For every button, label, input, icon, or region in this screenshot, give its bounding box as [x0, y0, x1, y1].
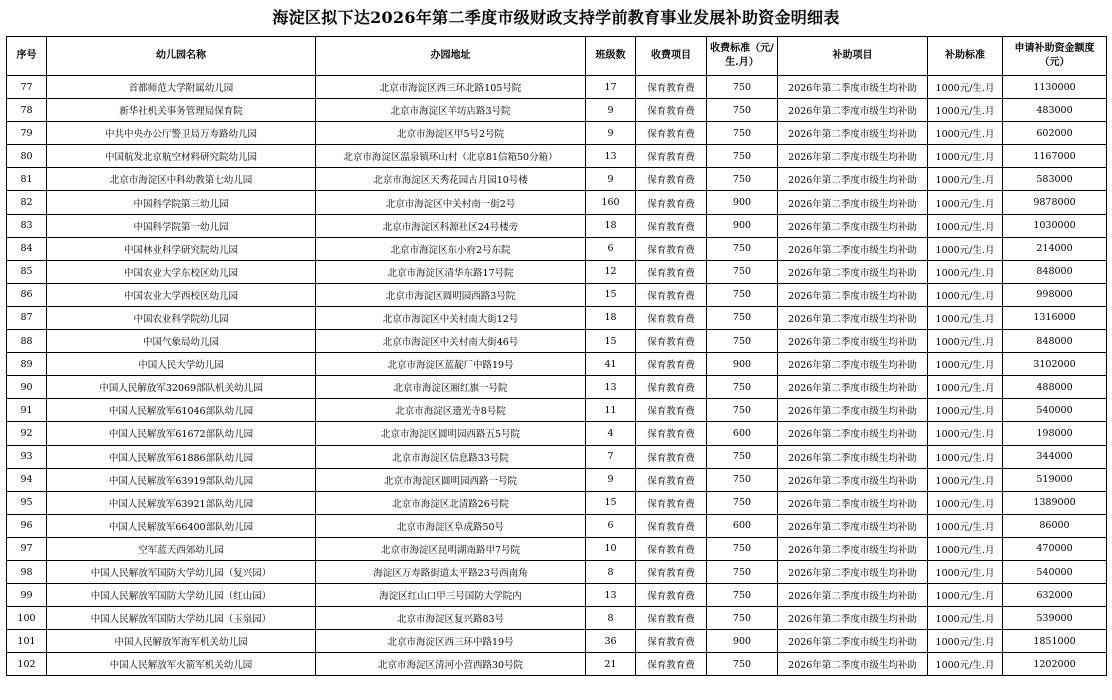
cell-fee-item: 保育教育费 [636, 237, 707, 260]
table-row [7, 630, 1107, 653]
cell-fee-item: 保育教育费 [636, 584, 707, 607]
cell-kindergarten-name: 中国农业科学院幼儿园 [47, 306, 316, 329]
cell-class-count: 36 [586, 630, 636, 653]
cell-class-count: 13 [586, 584, 636, 607]
cell-subsidy-amount: 1851000 [1003, 630, 1107, 653]
cell-subsidy-amount: 1316000 [1003, 306, 1107, 329]
cell-address: 北京市海淀区清华东路17号院 [316, 260, 586, 283]
cell-fee-standard: 750 [707, 330, 778, 353]
table-row [7, 353, 1107, 376]
cell-fee-standard: 750 [707, 283, 778, 306]
cell-fee-standard: 750 [707, 122, 778, 145]
cell-class-count: 9 [586, 168, 636, 191]
cell-kindergarten-name: 中国人民解放军国防大学幼儿园（玉泉园） [47, 607, 316, 630]
cell-seq: 98 [7, 560, 47, 583]
cell-subsidy-standard: 1000元/生.月 [928, 537, 1003, 560]
cell-fee-standard: 750 [707, 468, 778, 491]
table-row [7, 399, 1107, 422]
cell-fee-item: 保育教育费 [636, 514, 707, 537]
cell-subsidy-amount: 488000 [1003, 376, 1107, 399]
cell-seq: 100 [7, 607, 47, 630]
cell-fee-standard: 900 [707, 353, 778, 376]
cell-subsidy-standard: 1000元/生.月 [928, 260, 1003, 283]
cell-class-count: 160 [586, 191, 636, 214]
cell-fee-item: 保育教育费 [636, 76, 707, 99]
cell-subsidy-amount: 998000 [1003, 283, 1107, 306]
cell-subsidy-standard: 1000元/生.月 [928, 607, 1003, 630]
cell-fee-item: 保育教育费 [636, 607, 707, 630]
cell-seq: 91 [7, 399, 47, 422]
cell-kindergarten-name: 中国人民解放军61046部队幼儿园 [47, 399, 316, 422]
cell-fee-standard: 600 [707, 422, 778, 445]
cell-subsidy-standard: 1000元/生.月 [928, 584, 1003, 607]
cell-subsidy-item: 2026年第二季度市级生均补助 [778, 653, 928, 676]
header-fee-item: 收费项目 [636, 37, 707, 76]
cell-subsidy-standard: 1000元/生.月 [928, 330, 1003, 353]
table-row [7, 99, 1107, 122]
cell-fee-item: 保育教育费 [636, 491, 707, 514]
cell-kindergarten-name: 中国气象局幼儿园 [47, 330, 316, 353]
table-row [7, 422, 1107, 445]
cell-fee-item: 保育教育费 [636, 260, 707, 283]
cell-subsidy-item: 2026年第二季度市级生均补助 [778, 376, 928, 399]
cell-kindergarten-name: 新华社机关事务管理局保育院 [47, 99, 316, 122]
cell-subsidy-standard: 1000元/生.月 [928, 122, 1003, 145]
cell-fee-item: 保育教育费 [636, 653, 707, 676]
cell-fee-item: 保育教育费 [636, 353, 707, 376]
cell-seq: 96 [7, 514, 47, 537]
cell-fee-item: 保育教育费 [636, 283, 707, 306]
cell-fee-item: 保育教育费 [636, 122, 707, 145]
cell-subsidy-item: 2026年第二季度市级生均补助 [778, 306, 928, 329]
cell-subsidy-amount: 632000 [1003, 584, 1107, 607]
cell-kindergarten-name: 中国科学院第一幼儿园 [47, 214, 316, 237]
cell-subsidy-standard: 1000元/生.月 [928, 214, 1003, 237]
cell-fee-item: 保育教育费 [636, 468, 707, 491]
cell-fee-item: 保育教育费 [636, 191, 707, 214]
cell-class-count: 7 [586, 445, 636, 468]
cell-fee-item: 保育教育费 [636, 537, 707, 560]
cell-fee-standard: 900 [707, 630, 778, 653]
table-row [7, 237, 1107, 260]
cell-class-count: 13 [586, 376, 636, 399]
cell-address: 北京市海淀区羊坊店路3号院 [316, 99, 586, 122]
cell-fee-standard: 750 [707, 168, 778, 191]
cell-subsidy-amount: 848000 [1003, 330, 1107, 353]
cell-seq: 93 [7, 445, 47, 468]
cell-kindergarten-name: 中国人民解放军66400部队幼儿园 [47, 514, 316, 537]
table-row [7, 76, 1107, 99]
table-row [7, 214, 1107, 237]
cell-kindergarten-name: 中国人民解放军国防大学幼儿园（红山园） [47, 584, 316, 607]
cell-class-count: 21 [586, 653, 636, 676]
cell-fee-standard: 750 [707, 376, 778, 399]
cell-fee-standard: 750 [707, 99, 778, 122]
table-row [7, 283, 1107, 306]
cell-address: 北京市海淀区信息路33号院 [316, 445, 586, 468]
cell-kindergarten-name: 中国航发北京航空材料研究院幼儿园 [47, 145, 316, 168]
cell-fee-item: 保育教育费 [636, 376, 707, 399]
table-row [7, 145, 1107, 168]
cell-kindergarten-name: 中国人民解放军火箭军机关幼儿园 [47, 653, 316, 676]
cell-subsidy-amount: 848000 [1003, 260, 1107, 283]
cell-class-count: 8 [586, 607, 636, 630]
cell-subsidy-standard: 1000元/生.月 [928, 491, 1003, 514]
cell-subsidy-standard: 1000元/生.月 [928, 560, 1003, 583]
cell-subsidy-item: 2026年第二季度市级生均补助 [778, 76, 928, 99]
cell-fee-standard: 750 [707, 76, 778, 99]
cell-class-count: 8 [586, 560, 636, 583]
cell-fee-item: 保育教育费 [636, 145, 707, 168]
cell-fee-standard: 750 [707, 260, 778, 283]
cell-address: 北京市海淀区遗光寺8号院 [316, 399, 586, 422]
cell-kindergarten-name: 中国人民解放军海军机关幼儿园 [47, 630, 316, 653]
cell-address: 北京市海淀区圆明园西路3号院 [316, 283, 586, 306]
cell-address: 北京市海淀区甲5号2号院 [316, 122, 586, 145]
cell-address: 北京市海淀区西三环北路105号院 [316, 76, 586, 99]
header-subsidy-item: 补助项目 [778, 37, 928, 76]
cell-subsidy-item: 2026年第二季度市级生均补助 [778, 399, 928, 422]
cell-seq: 80 [7, 145, 47, 168]
cell-subsidy-amount: 1030000 [1003, 214, 1107, 237]
cell-kindergarten-name: 中国人民解放军63919部队幼儿园 [47, 468, 316, 491]
cell-subsidy-amount: 540000 [1003, 399, 1107, 422]
cell-subsidy-item: 2026年第二季度市级生均补助 [778, 514, 928, 537]
cell-fee-standard: 750 [707, 537, 778, 560]
cell-kindergarten-name: 中国人民解放军61886部队幼儿园 [47, 445, 316, 468]
cell-subsidy-standard: 1000元/生.月 [928, 76, 1003, 99]
cell-subsidy-item: 2026年第二季度市级生均补助 [778, 353, 928, 376]
cell-fee-standard: 750 [707, 399, 778, 422]
cell-address: 北京市海淀区科源社区24号楼旁 [316, 214, 586, 237]
table-row [7, 122, 1107, 145]
cell-subsidy-standard: 1000元/生.月 [928, 468, 1003, 491]
cell-subsidy-amount: 540000 [1003, 560, 1107, 583]
cell-subsidy-standard: 1000元/生.月 [928, 445, 1003, 468]
cell-subsidy-amount: 519000 [1003, 468, 1107, 491]
table-row [7, 491, 1107, 514]
cell-seq: 88 [7, 330, 47, 353]
table-row [7, 514, 1107, 537]
cell-fee-item: 保育教育费 [636, 560, 707, 583]
cell-fee-standard: 750 [707, 145, 778, 168]
cell-subsidy-item: 2026年第二季度市级生均补助 [778, 330, 928, 353]
cell-class-count: 9 [586, 99, 636, 122]
cell-fee-item: 保育教育费 [636, 168, 707, 191]
cell-class-count: 15 [586, 283, 636, 306]
cell-subsidy-standard: 1000元/生.月 [928, 283, 1003, 306]
cell-seq: 89 [7, 353, 47, 376]
cell-subsidy-amount: 1202000 [1003, 653, 1107, 676]
cell-fee-standard: 750 [707, 653, 778, 676]
cell-class-count: 9 [586, 122, 636, 145]
cell-address: 北京市海淀区昆明湖南路甲7号院 [316, 537, 586, 560]
cell-subsidy-item: 2026年第二季度市级生均补助 [778, 122, 928, 145]
cell-class-count: 4 [586, 422, 636, 445]
cell-fee-standard: 750 [707, 584, 778, 607]
cell-address: 北京市海淀区中关村南一街2号 [316, 191, 586, 214]
cell-seq: 92 [7, 422, 47, 445]
cell-subsidy-item: 2026年第二季度市级生均补助 [778, 99, 928, 122]
cell-subsidy-standard: 1000元/生.月 [928, 653, 1003, 676]
cell-subsidy-item: 2026年第二季度市级生均补助 [778, 607, 928, 630]
table-header-row [7, 37, 1107, 76]
cell-seq: 99 [7, 584, 47, 607]
cell-subsidy-amount: 1130000 [1003, 76, 1107, 99]
cell-fee-item: 保育教育费 [636, 445, 707, 468]
table-row [7, 376, 1107, 399]
cell-fee-standard: 900 [707, 191, 778, 214]
cell-address: 北京市海淀区蓝靛厂中路19号 [316, 353, 586, 376]
cell-subsidy-standard: 1000元/生.月 [928, 191, 1003, 214]
header-amount: 申请补助资金额度（元） [1003, 37, 1107, 76]
cell-subsidy-standard: 1000元/生.月 [928, 306, 1003, 329]
cell-address: 北京市海淀区清河小营西路30号院 [316, 653, 586, 676]
cell-subsidy-item: 2026年第二季度市级生均补助 [778, 283, 928, 306]
cell-class-count: 17 [586, 76, 636, 99]
cell-kindergarten-name: 首都师范大学附属幼儿园 [47, 76, 316, 99]
cell-subsidy-item: 2026年第二季度市级生均补助 [778, 584, 928, 607]
cell-class-count: 18 [586, 214, 636, 237]
cell-subsidy-standard: 1000元/生.月 [928, 376, 1003, 399]
cell-subsidy-item: 2026年第二季度市级生均补助 [778, 260, 928, 283]
cell-class-count: 15 [586, 491, 636, 514]
cell-fee-item: 保育教育费 [636, 422, 707, 445]
cell-subsidy-standard: 1000元/生.月 [928, 514, 1003, 537]
cell-class-count: 6 [586, 237, 636, 260]
cell-fee-standard: 750 [707, 445, 778, 468]
cell-subsidy-standard: 1000元/生.月 [928, 168, 1003, 191]
header-name: 幼儿园名称 [47, 37, 316, 76]
cell-seq: 94 [7, 468, 47, 491]
header-address: 办园地址 [316, 37, 586, 76]
cell-kindergarten-name: 中国农业大学西校区幼儿园 [47, 283, 316, 306]
cell-kindergarten-name: 中国人民解放军61672部队幼儿园 [47, 422, 316, 445]
cell-subsidy-standard: 1000元/生.月 [928, 99, 1003, 122]
cell-address: 北京市海淀区北清路26号院 [316, 491, 586, 514]
cell-fee-standard: 750 [707, 306, 778, 329]
cell-subsidy-item: 2026年第二季度市级生均补助 [778, 560, 928, 583]
cell-seq: 95 [7, 491, 47, 514]
cell-subsidy-amount: 198000 [1003, 422, 1107, 445]
cell-address: 北京市海淀区东小府2号东院 [316, 237, 586, 260]
cell-subsidy-amount: 470000 [1003, 537, 1107, 560]
cell-fee-standard: 750 [707, 560, 778, 583]
cell-kindergarten-name: 中国人民解放军32069部队机关幼儿园 [47, 376, 316, 399]
table-row [7, 584, 1107, 607]
cell-subsidy-standard: 1000元/生.月 [928, 145, 1003, 168]
cell-address: 海淀区万寿路街道太平路23号西南角 [316, 560, 586, 583]
cell-address: 北京市海淀区中关村南大街46号 [316, 330, 586, 353]
cell-address: 北京市海淀区阜成路50号 [316, 514, 586, 537]
cell-seq: 102 [7, 653, 47, 676]
cell-class-count: 9 [586, 468, 636, 491]
subsidy-table [6, 36, 1107, 676]
cell-subsidy-amount: 9878000 [1003, 191, 1107, 214]
cell-seq: 90 [7, 376, 47, 399]
cell-fee-standard: 750 [707, 237, 778, 260]
cell-class-count: 15 [586, 330, 636, 353]
header-subsidy-std: 补助标准 [928, 37, 1003, 76]
table-row [7, 168, 1107, 191]
cell-kindergarten-name: 中国林业科学研究院幼儿园 [47, 237, 316, 260]
cell-fee-item: 保育教育费 [636, 99, 707, 122]
cell-subsidy-standard: 1000元/生.月 [928, 353, 1003, 376]
cell-address: 北京市海淀区中关村南大街12号 [316, 306, 586, 329]
cell-address: 北京市海淀区圆明园西路一号院 [316, 468, 586, 491]
cell-subsidy-item: 2026年第二季度市级生均补助 [778, 214, 928, 237]
cell-seq: 79 [7, 122, 47, 145]
cell-subsidy-standard: 1000元/生.月 [928, 422, 1003, 445]
cell-fee-item: 保育教育费 [636, 214, 707, 237]
cell-kindergarten-name: 中共中央办公厅警卫局万寿路幼儿园 [47, 122, 316, 145]
cell-fee-standard: 750 [707, 491, 778, 514]
cell-subsidy-item: 2026年第二季度市级生均补助 [778, 537, 928, 560]
cell-subsidy-item: 2026年第二季度市级生均补助 [778, 630, 928, 653]
cell-address: 北京市海淀区圆明园西路五5号院 [316, 422, 586, 445]
cell-fee-standard: 900 [707, 214, 778, 237]
cell-fee-item: 保育教育费 [636, 399, 707, 422]
cell-subsidy-item: 2026年第二季度市级生均补助 [778, 237, 928, 260]
cell-subsidy-amount: 86000 [1003, 514, 1107, 537]
cell-class-count: 6 [586, 514, 636, 537]
cell-fee-item: 保育教育费 [636, 306, 707, 329]
header-classes: 班级数 [586, 37, 636, 76]
cell-seq: 86 [7, 283, 47, 306]
cell-fee-standard: 750 [707, 607, 778, 630]
table-row [7, 468, 1107, 491]
cell-subsidy-item: 2026年第二季度市级生均补助 [778, 191, 928, 214]
cell-kindergarten-name: 中国人民大学幼儿园 [47, 353, 316, 376]
cell-kindergarten-name: 中国农业大学东校区幼儿园 [47, 260, 316, 283]
cell-fee-item: 保育教育费 [636, 630, 707, 653]
cell-class-count: 41 [586, 353, 636, 376]
cell-class-count: 13 [586, 145, 636, 168]
header-fee-std: 收费标准（元/生.月） [707, 37, 778, 76]
cell-subsidy-amount: 483000 [1003, 99, 1107, 122]
cell-subsidy-standard: 1000元/生.月 [928, 237, 1003, 260]
cell-subsidy-amount: 344000 [1003, 445, 1107, 468]
cell-subsidy-standard: 1000元/生.月 [928, 630, 1003, 653]
cell-subsidy-amount: 1389000 [1003, 491, 1107, 514]
cell-class-count: 10 [586, 537, 636, 560]
cell-kindergarten-name: 北京市海淀区中科幼教第七幼儿园 [47, 168, 316, 191]
cell-seq: 87 [7, 306, 47, 329]
cell-seq: 77 [7, 76, 47, 99]
cell-subsidy-amount: 602000 [1003, 122, 1107, 145]
table-row [7, 537, 1107, 560]
cell-seq: 84 [7, 237, 47, 260]
cell-seq: 81 [7, 168, 47, 191]
cell-seq: 85 [7, 260, 47, 283]
cell-subsidy-item: 2026年第二季度市级生均补助 [778, 445, 928, 468]
cell-class-count: 12 [586, 260, 636, 283]
cell-subsidy-amount: 583000 [1003, 168, 1107, 191]
cell-kindergarten-name: 空军蓝天西郊幼儿园 [47, 537, 316, 560]
cell-seq: 78 [7, 99, 47, 122]
table-row [7, 653, 1107, 676]
cell-address: 海淀区红山口甲三号国防大学院内 [316, 584, 586, 607]
cell-fee-standard: 600 [707, 514, 778, 537]
cell-address: 北京市海淀区天秀花园古月园10号楼 [316, 168, 586, 191]
cell-kindergarten-name: 中国人民解放军国防大学幼儿园（复兴园） [47, 560, 316, 583]
cell-subsidy-item: 2026年第二季度市级生均补助 [778, 422, 928, 445]
cell-subsidy-standard: 1000元/生.月 [928, 399, 1003, 422]
cell-class-count: 18 [586, 306, 636, 329]
header-seq: 序号 [7, 37, 47, 76]
table-row [7, 260, 1107, 283]
cell-seq: 83 [7, 214, 47, 237]
table-row [7, 330, 1107, 353]
cell-kindergarten-name: 中国人民解放军63921部队幼儿园 [47, 491, 316, 514]
cell-subsidy-amount: 539000 [1003, 607, 1107, 630]
cell-subsidy-amount: 3102000 [1003, 353, 1107, 376]
cell-subsidy-item: 2026年第二季度市级生均补助 [778, 468, 928, 491]
cell-address: 北京市海淀区厢红旗一号院 [316, 376, 586, 399]
table-row [7, 607, 1107, 630]
document-title: 海淀区拟下达2026年第二季度市级财政支持学前教育事业发展补助资金明细表 [272, 8, 840, 27]
cell-address: 北京市海淀区西三环中路19号 [316, 630, 586, 653]
cell-kindergarten-name: 中国科学院第三幼儿园 [47, 191, 316, 214]
cell-subsidy-amount: 1167000 [1003, 145, 1107, 168]
cell-class-count: 11 [586, 399, 636, 422]
table-row [7, 191, 1107, 214]
cell-seq: 97 [7, 537, 47, 560]
table-row [7, 445, 1107, 468]
cell-address: 北京市海淀区温泉镇环山村（北京81信箱50分箱） [316, 145, 586, 168]
cell-subsidy-amount: 214000 [1003, 237, 1107, 260]
cell-subsidy-item: 2026年第二季度市级生均补助 [778, 168, 928, 191]
cell-seq: 101 [7, 630, 47, 653]
cell-subsidy-item: 2026年第二季度市级生均补助 [778, 145, 928, 168]
cell-fee-item: 保育教育费 [636, 330, 707, 353]
table-row [7, 560, 1107, 583]
cell-address: 北京市海淀区复兴路83号 [316, 607, 586, 630]
table-row [7, 306, 1107, 329]
cell-subsidy-item: 2026年第二季度市级生均补助 [778, 491, 928, 514]
cell-seq: 82 [7, 191, 47, 214]
